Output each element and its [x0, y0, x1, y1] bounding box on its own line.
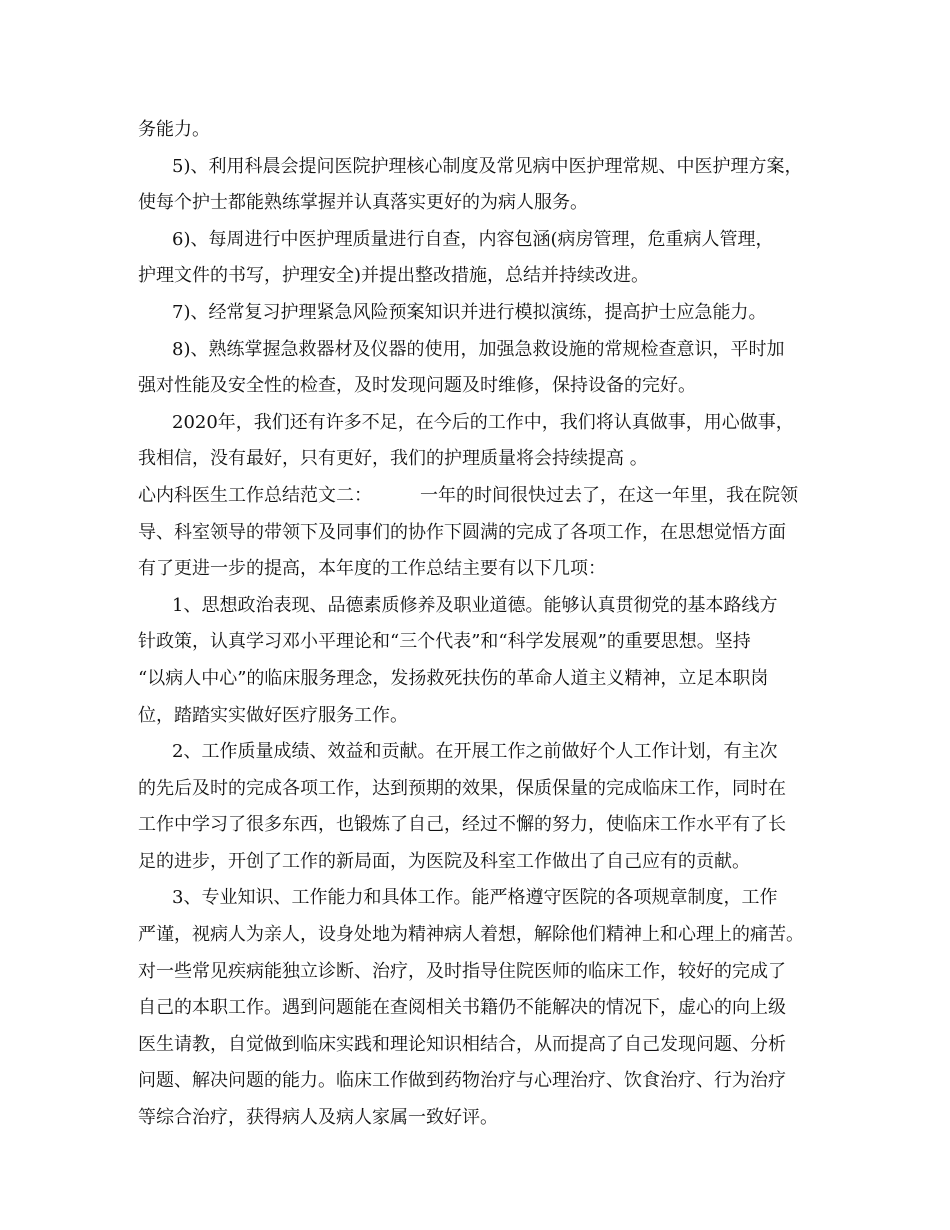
text-line: 导、科室领导的带领下及同事们的协作下圆满的完成了各项工作，在思想觉悟方面 — [138, 521, 786, 543]
text-line: 针政策，认真学习邓小平理论和“三个代表”和“科学发展观”的重要思想。坚持 — [138, 631, 751, 653]
text-line: 有了更进一步的提高，本年度的工作总结主要有以下几项： — [138, 558, 606, 580]
text-line: 5)、利用科晨会提问医院护理核心制度及常见病中医护理常规、中医护理方案， — [172, 155, 803, 177]
section-heading: 心内科医生工作总结范文二： — [138, 484, 372, 506]
text-line: 8)、熟练掌握急救器材及仪器的使用，加强急救设施的常规检查意识，平时加 — [172, 338, 785, 360]
text-line: 1、思想政治表现、品德素质修养及职业道德。能够认真贯彻党的基本路线方 — [172, 594, 778, 616]
text-line: 工作中学习了很多东西，也锻炼了自己，经过不懈的努力，使临床工作水平有了长 — [138, 814, 786, 836]
text-line: 等综合治疗，获得病人及病人家属一致好评。 — [138, 1107, 498, 1129]
text-line: 我相信，没有最好，只有更好，我们的护理质量将会持续提高 。 — [138, 448, 648, 470]
heading-line-text: 一年的时间很快过去了，在这一年里，我在院领 — [420, 484, 798, 506]
text-line: 的先后及时的完成各项工作，达到预期的效果，保质保量的完成临床工作，同时在 — [138, 777, 786, 799]
text-line: 足的进步，开创了工作的新局面，为医院及科室工作做出了自己应有的贡献。 — [138, 850, 750, 872]
text-line: 6)、每周进行中医护理质量进行自查，内容包涵(病房管理，危重病人管理， — [172, 228, 774, 250]
section-heading-line — [138, 478, 812, 515]
text-line: 务能力。 — [138, 119, 210, 140]
text-line: 2、工作质量成绩、效益和贡献。在开展工作之前做好个人工作计划，有主次 — [172, 741, 778, 763]
text-line: 对一些常见疾病能独立诊断、治疗，及时指导住院医师的临床工作，较好的完成了 — [138, 960, 786, 982]
text-line: 7)、经常复习护理紧急风险预案知识并进行模拟演练，提高护士应急能力。 — [172, 301, 767, 323]
text-line: 位，踏踏实实做好医疗服务工作。 — [138, 704, 408, 726]
document-body — [138, 112, 812, 1137]
text-line: 2020年，我们还有许多不足，在今后的工作中，我们将认真做事，用心做事， — [172, 411, 794, 433]
text-line: 问题、解决问题的能力。临床工作做到药物治疗与心理治疗、饮食治疗、行为治疗 — [138, 1070, 786, 1092]
text-line: 使每个护士都能熟练掌握并认真落实更好的为病人服务。 — [138, 192, 588, 214]
text-line: 强对性能及安全性的检查，及时发现问题及时维修，保持设备的完好。 — [138, 375, 696, 397]
text-line: 3、专业知识、工作能力和具体工作。能严格遵守医院的各项规章制度，工作 — [172, 887, 778, 909]
text-line: “以病人中心”的临床服务理念，发扬救死扶伤的革命人道主义精神，立足本职岗 — [138, 667, 769, 689]
text-line: 自己的本职工作。遇到问题能在查阅相关书籍仍不能解决的情况下，虚心的向上级 — [138, 997, 786, 1019]
text-line: 护理文件的书写，护理安全)并提出整改措施，总结并持续改进。 — [138, 265, 650, 287]
text-line: 医生请教，自觉做到临床实践和理论知识相结合，从而提高了自己发现问题、分析 — [138, 1033, 786, 1055]
text-line: 严谨，视病人为亲人，设身处地为精神病人着想，解除他们精神上和心理上的痛苦。 — [138, 924, 804, 946]
